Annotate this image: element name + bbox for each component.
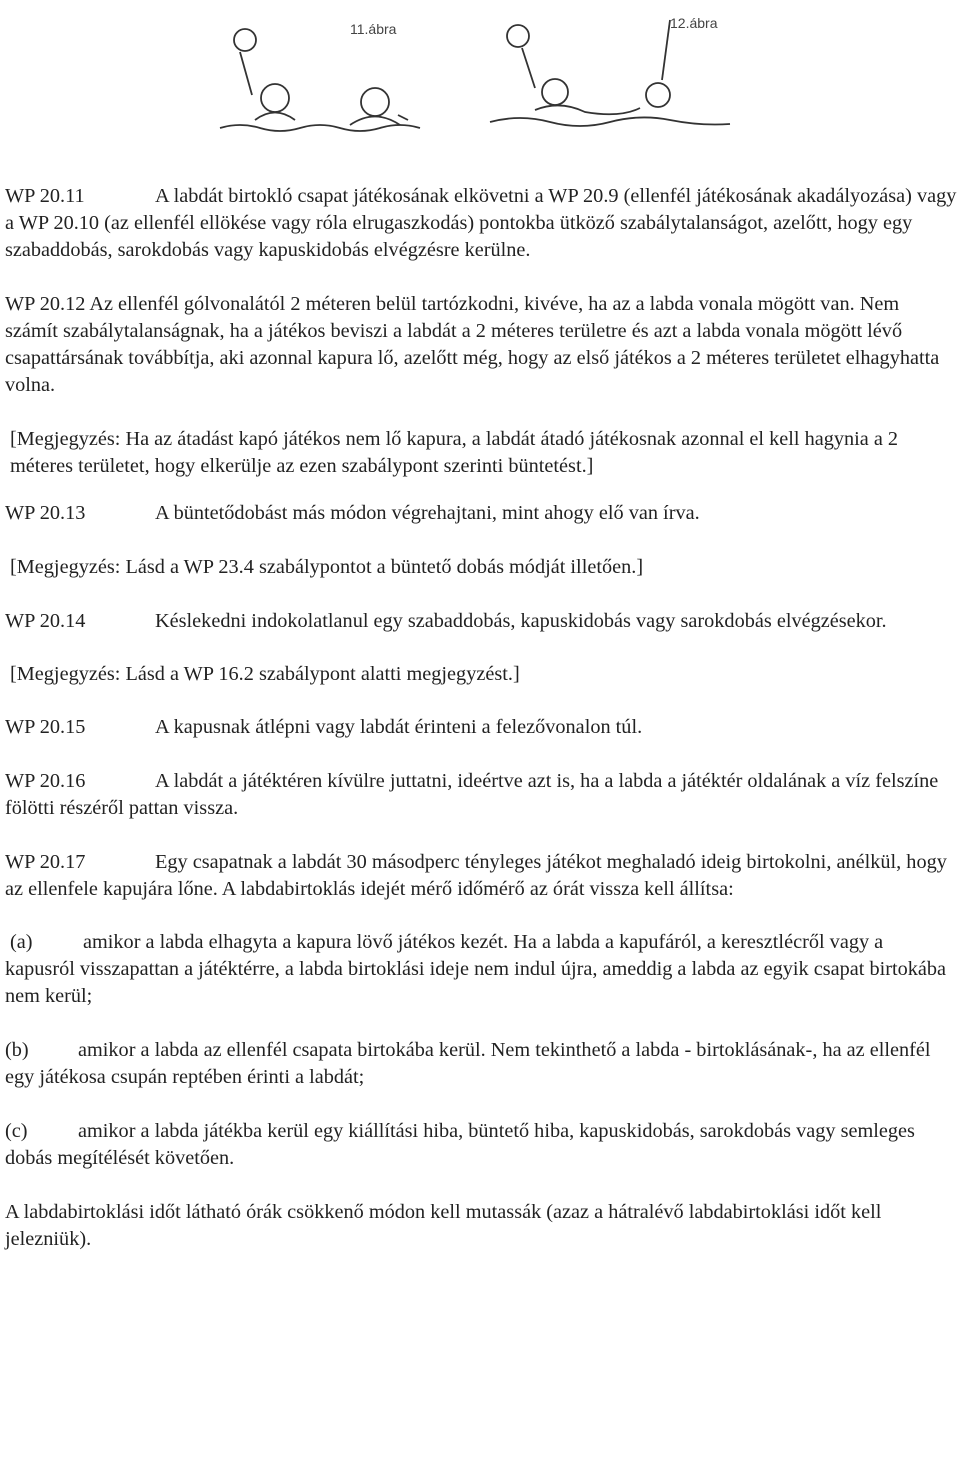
rule-code: WP 20.15 [5, 716, 86, 738]
rule-20-16 [5, 768, 957, 822]
ball-icon [507, 25, 529, 47]
rule-text: A labdát a játéktéren kívülre juttatni, ideértve azt is, ha a labda a játéktér oldalának a víz felszíne fölötti részéről pattan vissza. [5, 770, 939, 819]
rule-text: A labdát birtokló csapat játékosának elkövetni a WP 20.9 (ellenfél játékosának akadályozása) vagy a WP 20.10 (az ellenfél ellökése vagy róla elrugaszkodás) pontokba ütköző szabálytalanságot, azelőtt, hogy egy szabaddobás, sarokdobás vagy kapuskidobás elvégzésre kerülne. [5, 185, 957, 261]
rule-20-14 [5, 608, 957, 635]
water-polo-illustration [200, 0, 760, 150]
list-item-a [5, 929, 957, 1010]
item-letter: (a) [10, 931, 33, 953]
rule-code: WP 20.17 [5, 851, 86, 873]
list-item-c [5, 1118, 957, 1172]
rule-code: WP 20.14 [5, 610, 86, 632]
item-text: amikor a labda játékba kerül egy kiállítási hiba, büntető hiba, kapuskidobás, sarokdobás vagy semleges dobás megítélését követően. [5, 1120, 915, 1169]
rule-20-11 [5, 183, 957, 264]
rule-code: WP 20.11 [5, 185, 85, 207]
illustration-figures [200, 0, 760, 150]
note-2: [Megjegyzés: Lásd a WP 23.4 szabálypontot a büntető dobás módját illetően.] [10, 556, 644, 578]
rule-code: WP 20.13 [5, 502, 86, 524]
note-1: [Megjegyzés: Ha az átadást kapó játékos nem lő kapura, a labdát átadó játékosnak azonnal el kell hagynia a 2 méteres területet, hogy elkerülje az ezen szabálypont szerinti büntetést.] [10, 428, 899, 477]
rule-text: Késlekedni indokolatlanul egy szabaddobás, kapuskidobás vagy sarokdobás elvégzésekor. [155, 610, 887, 632]
figure-12 [490, 20, 730, 126]
item-text: amikor a labda az ellenfél csapata birtokába kerül. Nem tekinthető a labda - birtoklásának-, ha az ellenfél egy játékosa csupán reptében érinti a labdát; [5, 1039, 931, 1088]
figure-11 [220, 29, 420, 131]
rule-code: WP 20.16 [5, 770, 86, 792]
rule-20-13 [5, 500, 957, 527]
rule-20-17 [5, 849, 957, 903]
rule-text: Egy csapatnak a labdát 30 másodperc tényleges játékot meghaladó ideig birtokolni, anélkül, hogy az ellenfele kapujára lőne. A labdabirtoklás idejét mérő időmérő az órát vissza kell állítsa: [5, 851, 947, 900]
closing-paragraph: A labdabirtoklási időt látható órák csökkenő módon kell mutassák (azaz a hátralévő labdabirtoklási időt kell jelezniük). [5, 1201, 882, 1250]
rule-20-12: WP 20.12 Az ellenfél gólvonalától 2 méteren belül tartózkodni, kivéve, ha az a labda vonala mögött van. Nem számít szabálytalanságnak, ha a játékos beviszi a labdát a 2 méteres területre és azt a labda vonala mögött lévő csapattársának továbbítja, aki azonnal kapura lő, azelőtt még, hogy az első játékos a 2 méteres területet elhagyhatta volna. [5, 293, 940, 396]
rules-text [5, 183, 957, 1253]
item-letter: (c) [5, 1120, 28, 1142]
rule-20-15 [5, 714, 957, 741]
figure-11-label: 11.ábra [350, 21, 397, 37]
list-item-b [5, 1037, 957, 1091]
rule-text: A büntetődobást más módon végrehajtani, mint ahogy elő van írva. [155, 502, 700, 524]
rule-text: A kapusnak átlépni vagy labdát érinteni a felezővonalon túl. [155, 716, 643, 738]
item-letter: (b) [5, 1039, 29, 1061]
item-text: amikor a labda elhagyta a kapura lövő játékos kezét. Ha a labda a kapufáról, a keresztlécről vagy a kapusról visszapattan a játéktérre, a labda birtoklási ideje nem indul újra, ameddig a labda az egyik csapat birtokába nem kerül; [5, 931, 947, 1007]
note-3: [Megjegyzés: Lásd a WP 16.2 szabálypont alatti megjegyzést.] [10, 663, 520, 685]
ball-icon [234, 29, 256, 51]
figure-12-label: 12.ábra [670, 15, 718, 31]
